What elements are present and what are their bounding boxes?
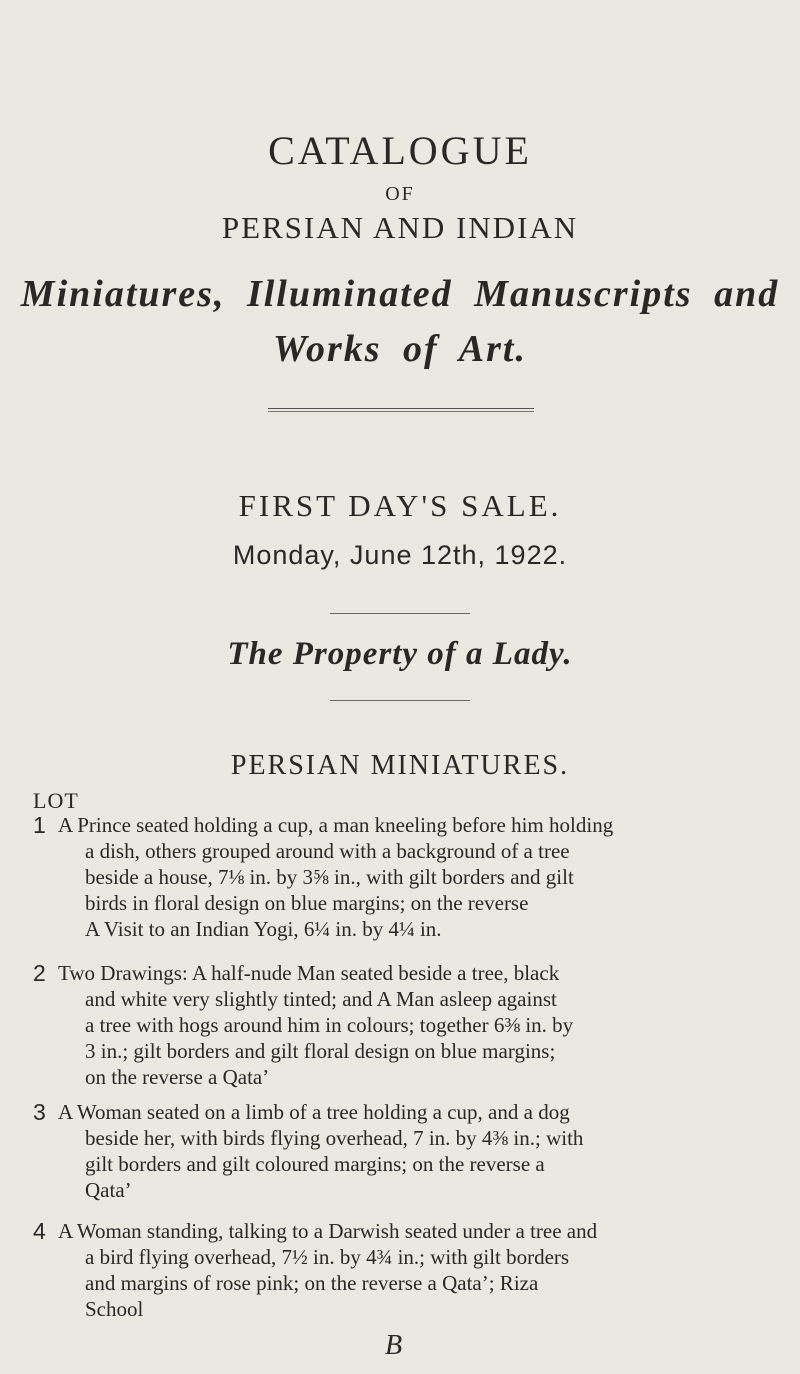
section-title: PERSIAN MINIATURES. (230, 750, 570, 781)
lot-line: beside a house, 7⅛ in. by 3⅝ in., with gilt borders and gilt (85, 865, 574, 889)
sale-title: FIRST DAY'S SALE. (238, 488, 562, 523)
lot-line: A Visit to an Indian Yogi, 6¼ in. by 4¼ in. (85, 917, 442, 941)
lot-number: 4 (33, 1218, 46, 1244)
lot-description (58, 812, 781, 942)
lot-line: a bird flying overhead, 7½ in. by 4¾ in.; with gilt borders (85, 1245, 570, 1269)
lot-line: birds in floral design on blue margins; on the reverse (85, 891, 529, 915)
sale-date: Monday, June 12th, 1922. (232, 540, 568, 570)
lot-line: Qata’ (85, 1178, 132, 1202)
catalogue-title: CATALOGUE (268, 128, 532, 173)
lot-line: on the reverse a Qata’ (85, 1065, 270, 1089)
lot-number: 1 (33, 812, 46, 838)
of-line: OF (385, 183, 415, 205)
lot-column-heading: LOT (33, 788, 79, 813)
lot-line: A Woman seated on a limb of a tree holding a cup, and a dog (58, 1100, 570, 1124)
divider-upper (330, 613, 470, 614)
persian-indian-title: PERSIAN AND INDIAN (221, 210, 579, 245)
lot-line: A Prince seated holding a cup, a man kneeling before him holding (58, 813, 614, 837)
lot-number: 2 (33, 960, 46, 986)
subtitle-line-2: Works of Art. (273, 328, 527, 370)
lot-description (58, 1218, 781, 1322)
lot-line: and margins of rose pink; on the reverse a Qata’; Riza (85, 1271, 539, 1295)
lot-number: 3 (33, 1099, 46, 1125)
lot-line: and white very slightly tinted; and A Man asleep against (85, 987, 557, 1011)
divider-double-top (268, 408, 534, 409)
signature-mark: B (385, 1330, 403, 1361)
lot-description (58, 960, 781, 1090)
lot-line: a dish, others grouped around with a background of a tree (85, 839, 570, 863)
divider-lower (330, 700, 470, 701)
lot-line: a tree with hogs around him in colours; together 6⅜ in. by (85, 1013, 574, 1037)
lot-line: beside her, with birds flying overhead, 7 in. by 4⅜ in.; with (85, 1126, 584, 1150)
lot-line: gilt borders and gilt coloured margins; on the reverse a (85, 1152, 545, 1176)
lot-description (58, 1099, 781, 1203)
lot-line: School (85, 1297, 144, 1321)
lot-line: 3 in.; gilt borders and gilt floral design on blue margins; (85, 1039, 556, 1063)
divider-double-bottom (268, 411, 534, 412)
property-line: The Property of a Lady. (227, 636, 573, 672)
subtitle-line-1: Miniatures, Illuminated Manuscripts and (20, 273, 780, 315)
lot-line: A Woman standing, talking to a Darwish seated under a tree and (58, 1219, 598, 1243)
lot-line: Two Drawings: A half-nude Man seated beside a tree, black (58, 961, 560, 985)
